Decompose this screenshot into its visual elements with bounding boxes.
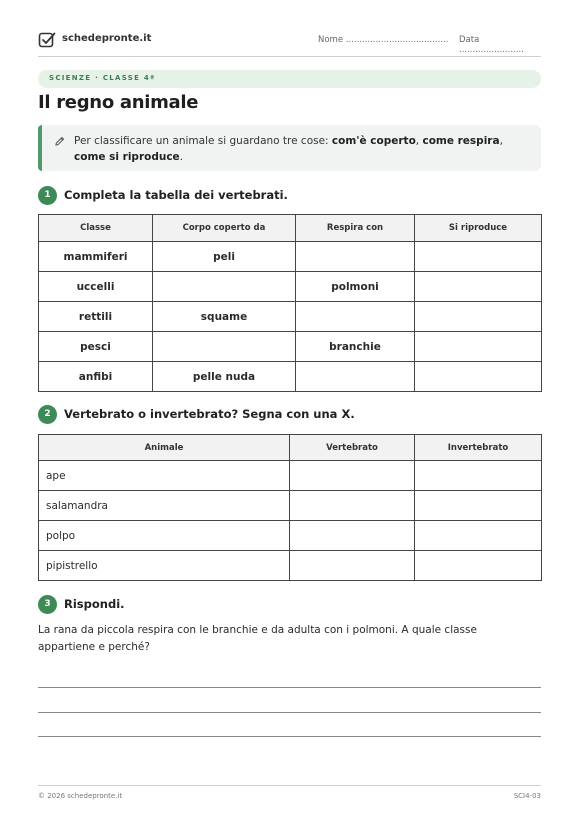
section-title: Rispondi. [64, 597, 125, 611]
page-title: Il regno animale [38, 92, 199, 113]
answer-line[interactable] [38, 687, 541, 688]
covering-cell[interactable]: pelle nuda [153, 362, 296, 392]
note-separator: , [415, 135, 423, 147]
note-intro: Per classificare un animale si guardano tre cose: [74, 135, 332, 147]
section-3-heading [38, 595, 541, 615]
brand-name: schedepronte.it [62, 33, 152, 44]
name-field: Nome ...................................... [318, 35, 449, 45]
info-note [38, 125, 541, 171]
page-footer [38, 785, 541, 800]
copyright-text: © 2026 schedepronte.it [38, 792, 123, 800]
breathing-cell[interactable] [296, 242, 415, 272]
breathing-cell[interactable]: polmoni [296, 272, 415, 302]
table-row [39, 461, 542, 491]
class-cell: mammiferi [39, 242, 153, 272]
subject-badge [38, 70, 541, 88]
animal-cell: pipistrello [39, 551, 290, 581]
table-row [39, 362, 542, 392]
column-header: Respira con [296, 215, 415, 242]
worksheet-code: SCI4-03 [513, 792, 541, 800]
note-end: . [179, 150, 184, 163]
note-keyword-covering: com'è coperto [331, 135, 416, 147]
page-header [38, 30, 541, 57]
table-row [39, 491, 542, 521]
answer-line[interactable] [38, 736, 541, 737]
table-header-row [39, 435, 542, 461]
reproduction-cell[interactable] [415, 362, 542, 392]
vertebrates-table [38, 214, 542, 392]
vertebrate-checkbox-cell[interactable] [290, 521, 415, 551]
invertebrate-checkbox-cell[interactable] [415, 491, 542, 521]
note-text [74, 134, 529, 165]
reproduction-cell[interactable] [415, 242, 542, 272]
section-number: 3 [38, 595, 57, 614]
section-1-heading [38, 186, 541, 206]
animal-cell: polpo [39, 521, 290, 551]
column-header: Corpo coperto da [153, 215, 296, 242]
invertebrate-checkbox-cell[interactable] [415, 521, 542, 551]
table-header-row [39, 215, 542, 242]
covering-cell[interactable]: squame [153, 302, 296, 332]
covering-cell[interactable] [153, 332, 296, 362]
column-header: Invertebrato [415, 435, 542, 461]
vertebrate-checkbox-cell[interactable] [290, 551, 415, 581]
section-number: 2 [38, 405, 57, 424]
date-field: Data ........................ [459, 35, 524, 55]
question-text: La rana da piccola respira con le branchie e da adulta con i polmoni. A quale classe appartiene e perché? [38, 624, 477, 653]
note-separator: , [499, 135, 503, 147]
answer-line[interactable] [38, 712, 541, 713]
reproduction-cell[interactable] [415, 272, 542, 302]
table-row [39, 272, 542, 302]
column-header: Si riproduce [415, 215, 542, 242]
column-header: Vertebrato [290, 435, 415, 461]
table-row [39, 332, 542, 362]
reproduction-cell[interactable] [415, 332, 542, 362]
class-cell: rettili [39, 302, 153, 332]
table-row [39, 302, 542, 332]
invertebrate-checkbox-cell[interactable] [415, 551, 542, 581]
covering-cell[interactable] [153, 272, 296, 302]
class-cell: anfibi [39, 362, 153, 392]
section-title: Vertebrato o invertebrato? Segna con una X. [64, 407, 355, 421]
vertebrate-checkbox-cell[interactable] [290, 461, 415, 491]
table-row [39, 521, 542, 551]
class-cell: pesci [39, 332, 153, 362]
column-header: Classe [39, 215, 153, 242]
classification-table [38, 434, 542, 581]
subject-label: SCIENZE · CLASSE 4ª [49, 74, 156, 82]
breathing-cell[interactable] [296, 362, 415, 392]
class-cell: uccelli [39, 272, 153, 302]
section-title: Completa la tabella dei vertebrati. [64, 188, 288, 202]
checkbox-logo-icon [38, 31, 56, 49]
note-keyword-reproduction: come si riproduce [74, 150, 180, 163]
column-header: Animale [39, 435, 290, 461]
reproduction-cell[interactable] [415, 302, 542, 332]
table-row [39, 551, 542, 581]
breathing-cell[interactable]: branchie [296, 332, 415, 362]
note-accent-bar [38, 125, 42, 171]
animal-cell: salamandra [39, 491, 290, 521]
vertebrate-checkbox-cell[interactable] [290, 491, 415, 521]
section-number: 1 [38, 186, 57, 205]
pencil-icon [54, 136, 65, 147]
invertebrate-checkbox-cell[interactable] [415, 461, 542, 491]
table-row [39, 242, 542, 272]
covering-cell[interactable]: peli [153, 242, 296, 272]
note-keyword-breathing: come respira [422, 135, 500, 147]
breathing-cell[interactable] [296, 302, 415, 332]
animal-cell: ape [39, 461, 290, 491]
section-2-heading [38, 405, 541, 425]
